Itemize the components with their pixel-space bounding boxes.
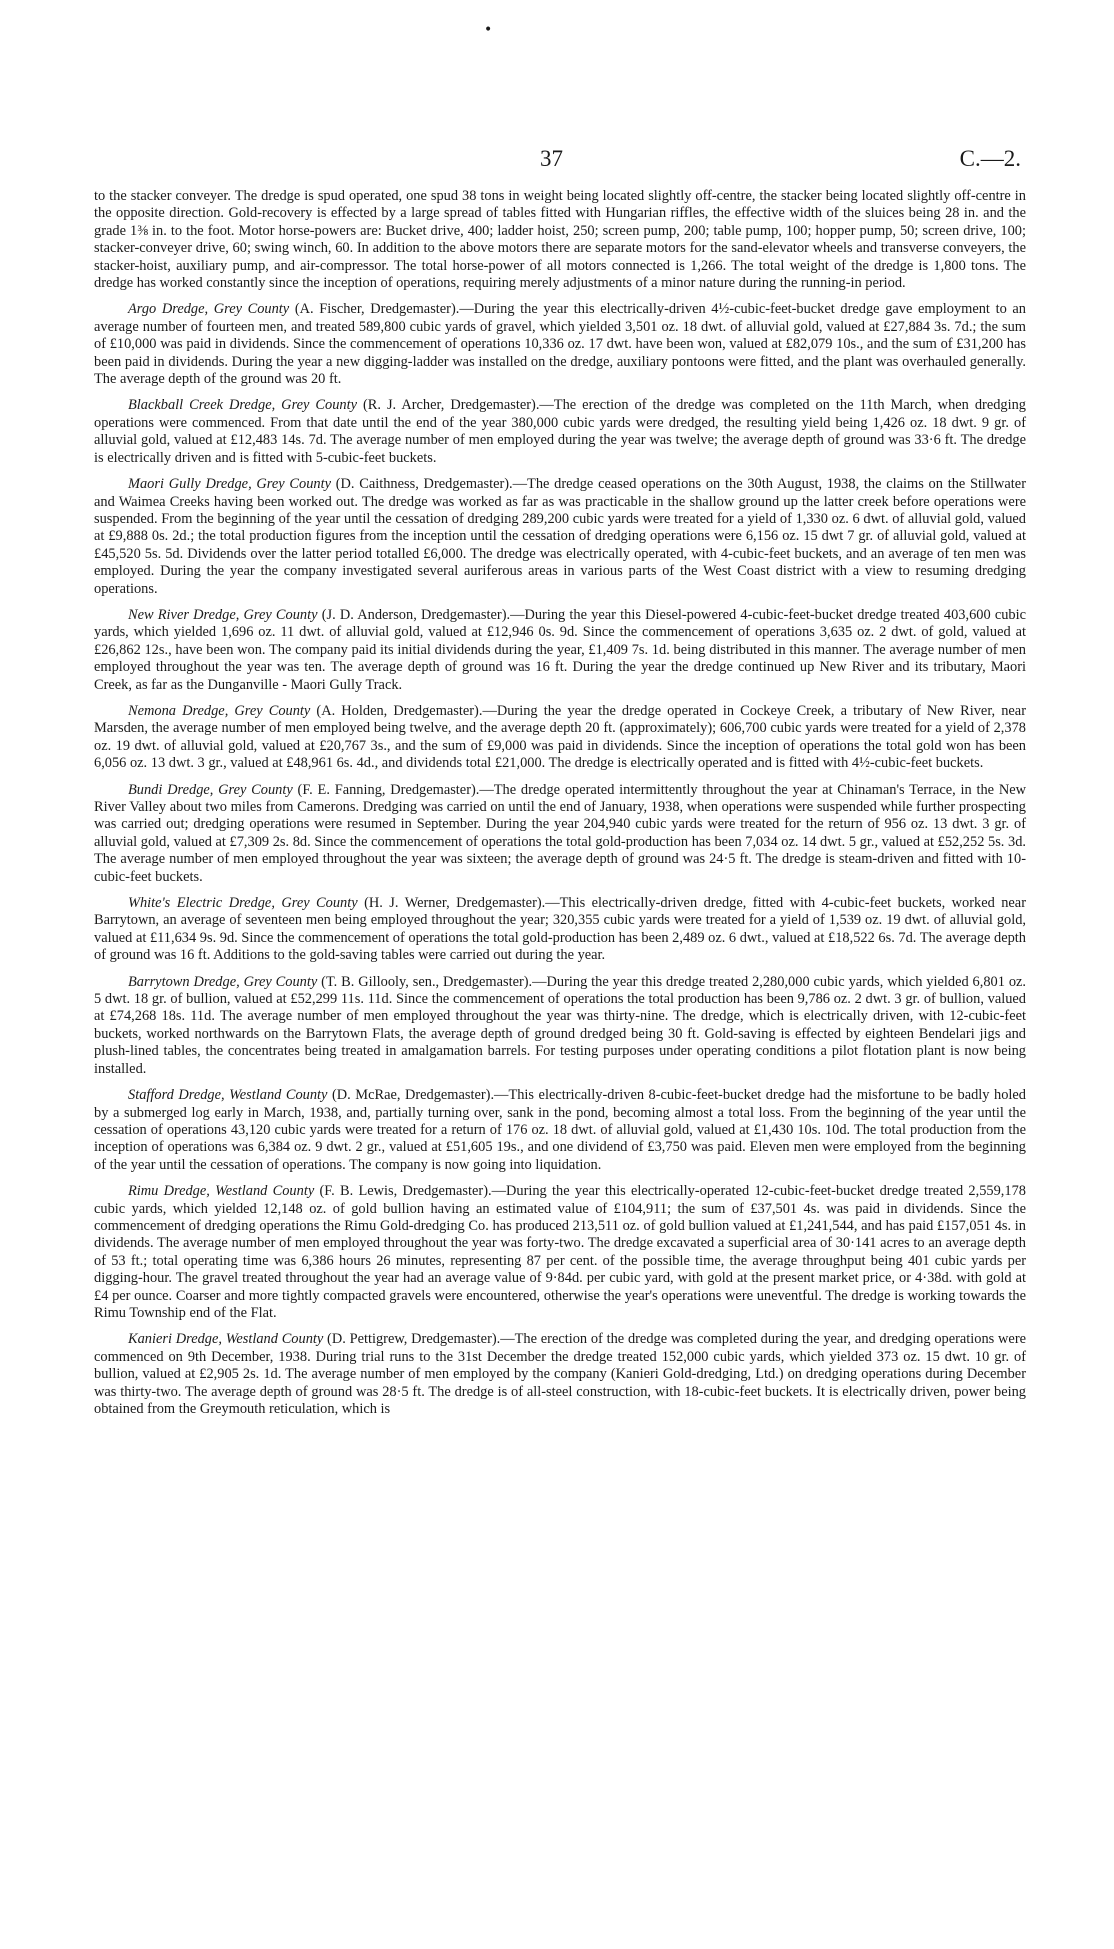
paragraph-maori-gully: [94, 476, 1026, 598]
dredge-title: Blackball Creek Dredge, Grey County: [128, 397, 357, 414]
dredge-title: Argo Dredge, Grey County: [128, 301, 290, 318]
page-number: 37: [540, 146, 563, 171]
dredge-title: Nemona Dredge, Grey County: [128, 702, 311, 719]
dredge-report: (J. D. Anderson, Dredgemaster).—During the year this Diesel-powered 4-cubic-feet-bucket dredge treated 403,600 cubic yards, which yielded 1,696 oz. 11 dwt. of alluvial gold, valued at £12,946 0s. 9d. Since the commencement of operations 3,635 oz. 2 dwt. of gold, valued at £26,862 12s., have been won. The company paid its initial dividends during the year, £1,409 7s. 1d. being distributed in this manner. The average number of men employed throughout the year was ten. The average depth of ground was 16 ft. During the year the dredge continued up New River and its tributary, Maori Creek, as far as the Dunganville - Maori Gully Track.: [94, 606, 1027, 693]
paragraph-new-river: [94, 607, 1026, 694]
paragraph-blackball: [94, 397, 1026, 467]
dredge-report: (F. E. Fanning, Dredgemaster).—The dredge operated intermittently throughout the year at Chinaman's Terrace, in the New River Valley about two miles from Camerons. Dredging was carried on until the end of January, 1938, when operations were suspended while further prospecting was carried out; dredging operations were resumed in September. During the year 204,940 cubic yards were treated for the return of 956 oz. 13 dwt. 3 gr. of alluvial gold, valued at £7,309 2s. 8d. Since the commencement of operations the total gold-production has been 7,034 oz. 14 dwt. 5 gr., valued at £52,252 5s. 3d. The average number of men employed throughout the year was sixteen; the average depth of ground was 24·5 ft. The dredge is steam-driven and fitted with 10-cubic-feet buckets.: [94, 781, 1026, 885]
dredge-report: (D. McRae, Dredgemaster).—This electrically-driven 8-cubic-feet-bucket dredge had the misfortune to be badly holed by a submerged log early in March, 1938, and, partially turning over, sank in the pond, becoming almost a total loss. From the beginning of the year until the cessation of operations 43,120 cubic yards were treated for a return of 176 oz. 18 dwt. of alluvial gold, valued at £1,430 10s. 10d. The total production from the inception of operations was 6,384 oz. 9 dwt. 2 gr., valued at £51,605 19s., and one dividend of £3,750 was paid. Eleven men were employed from the beginning of the year until the cessation of operations. The company is now going into liquidation.: [94, 1087, 1026, 1173]
dredge-report: (T. B. Gillooly, sen., Dredgemaster).—During the year this dredge treated 2,280,000 cubic yards, which yielded 6,801 oz. 5 dwt. 18 gr. of bullion, valued at £52,299 11s. 11d. Since the commencement of operations the total production has been 9,786 oz. 2 dwt. 3 gr. of bullion, valued at £74,268 18s. 11d. The average number of men employed throughout the year was thirty-nine. The dredge, which is electrically driven, with 12-cubic-feet buckets, worked northwards on the Barrytown Flats, the average depth of ground dredged being 30 ft. Gold-saving is effected by eighteen Bendelari jigs and plush-lined tables, the concentrates being treated in amalgamation barrels. For testing purposes under operating conditions a pilot flotation plant is now being installed.: [94, 973, 1026, 1077]
dredge-title: Maori Gully Dredge, Grey County: [128, 476, 331, 493]
dredge-title: Stafford Dredge, Westland County: [128, 1087, 328, 1104]
dredge-report: (D. Pettigrew, Dredgemaster).—The erection of the dredge was completed during the year, and dredging operations were commenced on 9th December, 1938. During trial runs to the 31st December the dredge treated 152,000 cubic yards, which yielded 373 oz. 15 dwt. 10 gr. of bullion, valued at £2,905 2s. 1d. The average number of men employed by the company (Kanieri Gold-dredging, Ltd.) on dredging operations during December was thirty-two. The average depth of ground was 28·5 ft. The dredge is of all-steel construction, with 18-cubic-feet buckets. It is electrically driven, power being obtained from the Greymouth reticulation, which is: [94, 1331, 1026, 1417]
paragraph-kanieri: [94, 1331, 1026, 1418]
paragraph-whites-electric: [94, 895, 1026, 965]
dredge-report: (A. Holden, Dredgemaster).—During the year the dredge operated in Cockeye Creek, a tributary of New River, near Marsden, the average number of men employed being twelve, and the average depth 20 ft. (approximately); 606,700 cubic yards were treated for a yield of 2,378 oz. 19 dwt. of alluvial gold, valued at £20,767 3s., and the sum of £9,000 was paid in dividends. Since the inception of operations the total gold won has been 6,056 oz. 13 dwt. 3 gr., valued at £48,961 6s. 4d., and dividends total £21,000. The dredge is electrically operated and is fitted with 4½-cubic-feet buckets.: [94, 702, 1026, 772]
paragraph-nemona: [94, 703, 1026, 773]
dredge-report: (F. B. Lewis, Dredgemaster).—During the year this electrically-operated 12-cubic-feet-bucket dredge treated 2,559,178 cubic yards, which yielded 12,148 oz. of gold bullion having an estimated value of £104,911; the sum of £37,501 4s. was paid in dividends. Since the commencement of dredging operations the Rimu Gold-dredging Co. has produced 213,511 oz. of gold bullion valued at £1,241,544, and has paid £157,051 4s. in dividends. The average number of men employed throughout the year was forty-two. The dredge excavated a superficial area of 30·141 acres to an average depth of 53 ft.; total operating time was 6,386 hours 26 minutes, representing 87 per cent. of the possible time, the average throughput being 401 cubic yards per digging-hour. The gravel treated throughout the year had an average value of 9·84d. per cubic yard, with gold at the present market price, or 4·38d. with gold at £4 per ounce. Coarser and more tightly compacted gravels were encountered, otherwise the year's operations were uneventful. The dredge is working towards the Rimu Township end of the Flat.: [94, 1183, 1026, 1321]
dredge-title: Kanieri Dredge, Westland County: [128, 1331, 324, 1348]
dredge-report: (D. Caithness, Dredgemaster).—The dredge ceased operations on the 30th August, 1938, the claims on the Stillwater and Waimea Creeks having been worked out. The dredge was worked as far as was practicable in the shallow ground up the latter creek before operations were suspended. From the beginning of the year until the cessation of dredging 289,200 cubic yards were treated for a yield of 1,330 oz. 6 dwt. of alluvial gold, valued at £9,888 0s. 2d.; the total production figures from the inception until the cessation of dredging operations were 6,156 oz. 15 dwt 7 gr. of alluvial gold, valued at £45,520 5s. 5d. Dividends over the latter period totalled £6,000. The dredge was electrically operated, with 4-cubic-feet buckets, and an average of ten men was employed. During the year the company investigated several auriferous areas in various parts of the West Coast district with a view to resuming dredging operations.: [94, 476, 1026, 597]
paragraph-bundi: [94, 782, 1026, 886]
paragraph-stafford: [94, 1087, 1026, 1174]
dredge-title: New River Dredge, Grey County: [128, 606, 318, 623]
dredge-report: (A. Fischer, Dredgemaster).—During the year this electrically-driven 4½-cubic-feet-bucket dredge gave employment to an average number of fourteen men, and treated 589,800 cubic yards of gravel, which yielded 3,501 oz. 18 dwt. of alluvial gold, valued at £27,884 3s. 7d.; the sum of £10,000 was paid in dividends. Since the commencement of operations 10,336 oz. 17 dwt. have been won, valued at £82,079 10s., and the sum of £31,200 has been paid in dividends. During the year a new digging-ladder was installed on the dredge, auxiliary pontoons were fitted, and the plant was overhauled generally. The average depth of the ground was 20 ft.: [94, 301, 1026, 388]
dredge-title: White's Electric Dredge, Grey County: [128, 895, 358, 912]
printer-mark: •: [484, 22, 493, 38]
paragraph-rimu: [94, 1183, 1026, 1322]
report-code: C.—2.: [959, 146, 1021, 171]
paragraph-barrytown: [94, 974, 1026, 1078]
dredge-title: Rimu Dredge, Westland County: [128, 1183, 315, 1200]
intro-paragraph: to the stacker conveyer. The dredge is spud operated, one spud 38 tons in weight being located slightly off-centre, the stacker being located slightly off-centre in the opposite direction. Gold-recovery is effected by a large spread of tables fitted with Hungarian riffles, the effective width of the sluices being 28 in. and the grade 1⅜ in. to the foot. Motor horse-powers are: Bucket drive, 400; ladder hoist, 250; screen pump, 200; table pump, 100; hopper pump, 50; screen drive, 100; stacker-conveyer drive, 60; swing winch, 60. In addition to the above motors there are separate motors for the sand-elevator wheels and transverse conveyers, the stacker-hoist, auxiliary pump, and air-compressor. The total horse-power of all motors connected is 1,266. The total weight of the dredge is 1,800 tons. The dredge has worked constantly since the inception of operations, requiring merely adjustments of a minor nature during the running-in period.: [94, 188, 1026, 292]
dredge-title: Barrytown Dredge, Grey County: [128, 973, 318, 990]
dredge-report: (R. J. Archer, Dredgemaster).—The erection of the dredge was completed on the 11th March, when dredging operations were commenced. From that date until the end of the year 380,000 cubic yards were dredged, the resulting yield being 1,426 oz. 18 dwt. 9 gr. of alluvial gold, valued at £12,483 14s. 7d. The average number of men employed during the year was twelve; the average depth of ground was 33·6 ft. The dredge is electrically driven and is fitted with 5-cubic-feet buckets.: [94, 397, 1026, 466]
dredge-report: (H. J. Werner, Dredgemaster).—This electrically-driven dredge, fitted with 4-cubic-feet buckets, worked near Barrytown, an average of seventeen men being employed throughout the year; 320,355 cubic yards were treated for a yield of 1,539 oz. 19 dwt. of alluvial gold, valued at £11,634 9s. 9d. Since the commencement of operations the total gold-production has been 2,489 oz. 6 dwt., valued at £18,522 6s. 7d. The average depth of ground was 16 ft. Additions to the gold-saving tables were carried out during the year.: [94, 895, 1026, 964]
document-body: [94, 188, 1026, 1427]
paragraph-argo: [94, 301, 1026, 388]
dredge-title: Bundi Dredge, Grey County: [128, 781, 293, 798]
